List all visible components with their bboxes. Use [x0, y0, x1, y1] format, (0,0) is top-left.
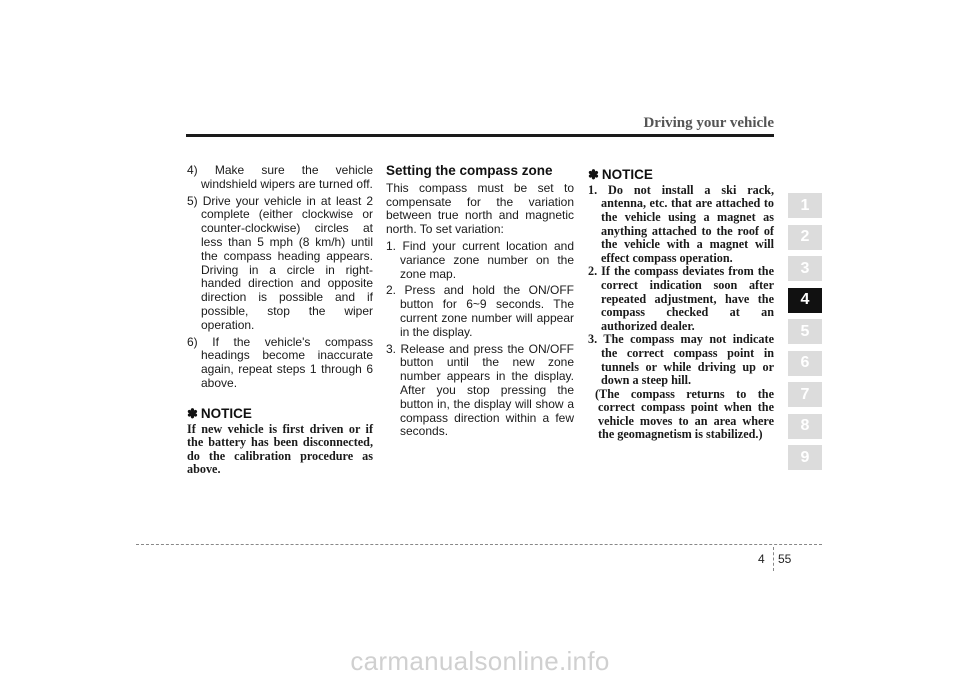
column-3 [588, 168, 774, 442]
chapter-tab-2[interactable]: 2 [788, 225, 822, 250]
notice-title: NOTICE [200, 405, 252, 421]
chapter-tabs [788, 193, 822, 477]
footer-divider [773, 547, 774, 571]
notice-heading-1 [187, 407, 373, 421]
section-intro: This compass must be set to compensate for the variation between true north and magnetic north. To set variation: [386, 180, 574, 237]
chapter-tab-1[interactable]: 1 [788, 193, 822, 218]
column-1 [187, 164, 373, 477]
chapter-tab-5[interactable]: 5 [788, 319, 822, 344]
notice-title: NOTICE [601, 167, 653, 182]
zone-step-3: 3. Release and press the ON/OFF button until the new zone number appears in the display. After you stop pressing the button in, the display will show a compass direction within a few seconds. [386, 341, 574, 439]
star-icon: ✽ [187, 405, 198, 421]
notice-item-1: 1. Do not install a ski rack, antenna, etc. that are attached to the vehicle using a magnet as anything attached to the roof of the vehicle with a magnet will effect compass operation. [588, 182, 774, 265]
page-number: 55 [778, 552, 792, 566]
section-heading: Setting the compass zone [386, 163, 553, 178]
step-4: 4) Make sure the vehicle windshield wipers are turned off. [187, 163, 373, 191]
page-header-title: Driving your vehicle [643, 115, 774, 131]
chapter-tab-4[interactable]: 4 [788, 288, 822, 313]
watermark: carmanualsonline.info [350, 646, 610, 676]
chapter-tab-7[interactable]: 7 [788, 382, 822, 407]
chapter-tab-9[interactable]: 9 [788, 445, 822, 470]
footer-rule [136, 544, 822, 545]
page-chapter-number: 4 [758, 552, 765, 566]
zone-step-2: 2. Press and hold the ON/OFF button for 6~9 seconds. The current zone number will appear in the display. [386, 283, 574, 339]
star-icon: ✽ [588, 167, 599, 182]
column-2 [386, 164, 574, 442]
step-6: 6) If the vehicle's compass headings become inaccurate again, repeat steps 1 through 6 above. [187, 334, 373, 390]
notice-tail: (The compass returns to the correct compass point when the vehicle moves to an area where the geomagnetism is stabilized.) [595, 386, 774, 442]
step-5: 5) Drive your vehicle in at least 2 complete (either clockwise or counter-clockwise) circles at less than 5 mph (8 km/h) until the compass heading appears. Driving in a circle in right-handed direction and opposite direction is possible and if possible, stop the wiper operation. [187, 193, 373, 332]
chapter-tab-6[interactable]: 6 [788, 351, 822, 376]
notice-text-1: If new vehicle is first driven or if the battery has been disconnected, do the calibration procedure as above. [187, 421, 373, 477]
notice-heading-2 [588, 168, 774, 182]
notice-item-2: 2. If the compass deviates from the correct indication soon after repeated adjustment, have the compass checked at an authorized dealer. [588, 264, 774, 333]
chapter-tab-8[interactable]: 8 [788, 414, 822, 439]
notice-item-3: 3. The compass may not indicate the correct compass point in tunnels or while driving up or down a steep hill. [588, 332, 774, 388]
chapter-tab-3[interactable]: 3 [788, 256, 822, 281]
zone-step-1: 1. Find your current location and variance zone number on the zone map. [386, 238, 574, 281]
header-rule [186, 134, 774, 137]
